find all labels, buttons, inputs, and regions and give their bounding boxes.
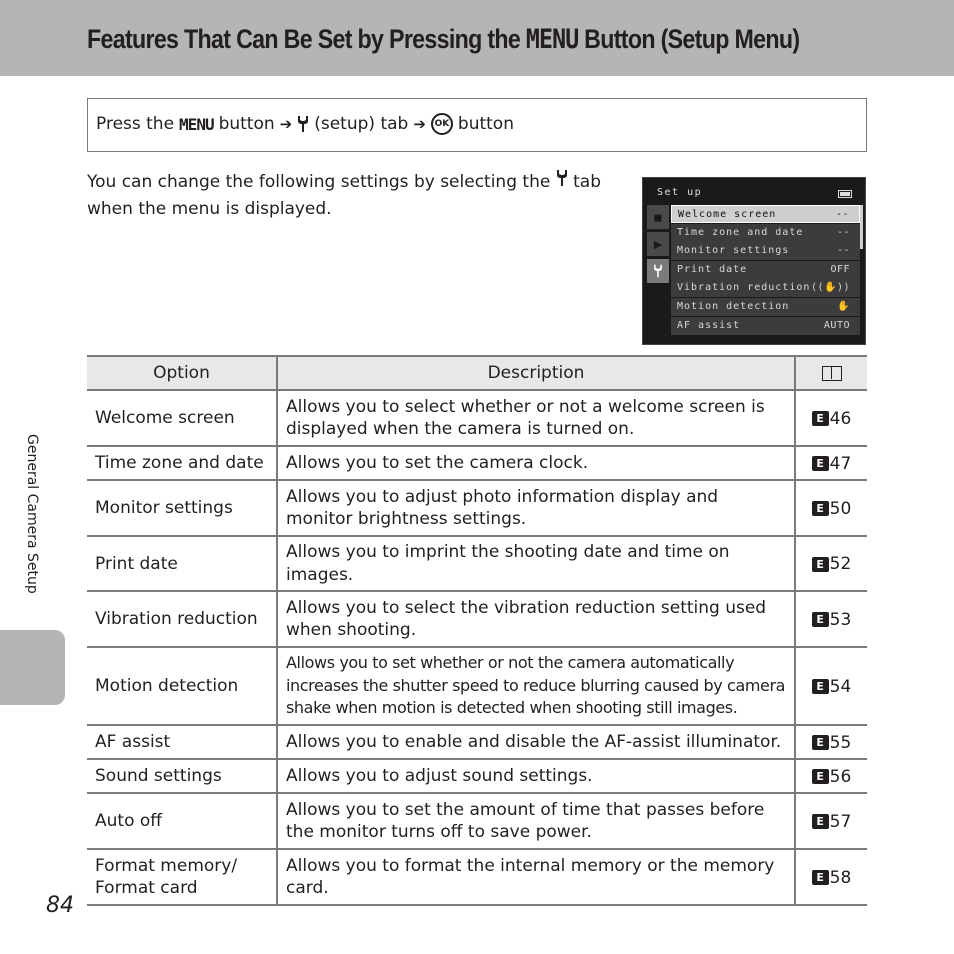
description-cell: Allows you to select whether or not a welcome screen is displayed when the camera is turned on. (277, 390, 795, 446)
instruction-button-word-2: button (457, 114, 514, 134)
table-header-row (87, 356, 867, 390)
camera-menu-item-value: ✋ (837, 300, 850, 312)
reference-page: 57 (829, 811, 852, 832)
reference-cell (795, 591, 867, 647)
e-reference-icon: E (812, 870, 829, 885)
camera-menu-item (671, 261, 860, 279)
table-row (87, 759, 867, 793)
option-cell: Print date (87, 536, 277, 591)
reference-page: 52 (829, 554, 852, 575)
option-cell: Format memory/ Format card (87, 849, 277, 905)
e-reference-icon: E (812, 679, 829, 694)
description-cell: Allows you to set the camera clock. (277, 446, 795, 480)
camera-menu-item-value: OFF (830, 263, 850, 275)
option-cell: Auto off (87, 793, 277, 849)
reference-cell (795, 446, 867, 480)
intro-text-end: tab when the menu is displayed. (87, 172, 601, 219)
option-cell: Sound settings (87, 759, 277, 793)
description-cell: Allows you to imprint the shooting date and time on images. (277, 536, 795, 591)
reference-page: 50 (829, 498, 852, 519)
table-row (87, 480, 867, 536)
header-option: Option (87, 356, 277, 390)
arrow-right-icon: ➔ (413, 115, 426, 133)
menu-button-icon: MENU (179, 114, 214, 134)
instruction-text (96, 113, 514, 135)
camera-menu-item-value: -- (836, 245, 850, 257)
intro-paragraph (87, 169, 612, 223)
table-row (87, 390, 867, 446)
wrench-icon (297, 115, 309, 133)
camera-menu-title: Set up (657, 187, 703, 198)
camera-menu-item (671, 279, 860, 297)
reference-cell (795, 390, 867, 446)
camera-menu-item-label: AF assist (677, 319, 741, 331)
e-reference-icon: E (812, 456, 829, 471)
reference-page: 53 (829, 609, 852, 630)
option-cell: Monitor settings (87, 480, 277, 536)
reference-cell (795, 849, 867, 905)
camera-menu-item-label: Vibration reduction (677, 282, 811, 294)
option-cell: Vibration reduction (87, 591, 277, 647)
intro-text-start: You can change the following settings by selecting the (87, 172, 551, 192)
table-row (87, 446, 867, 480)
description-cell: Allows you to adjust photo information display and monitor brightness settings. (277, 480, 795, 536)
wrench-icon (653, 264, 663, 278)
option-cell: Welcome screen (87, 390, 277, 446)
camera-menu-item-label: Motion detection (677, 300, 790, 312)
table-row (87, 849, 867, 905)
e-reference-icon: E (812, 769, 829, 784)
page-title (87, 24, 799, 55)
table-row (87, 725, 867, 759)
instruction-box (87, 98, 867, 152)
camera-menu-item-value: -- (835, 209, 849, 220)
reference-page: 56 (829, 766, 852, 787)
e-reference-icon: E (812, 735, 829, 750)
reference-page: 46 (829, 408, 852, 429)
page-number: 84 (46, 893, 74, 918)
e-reference-icon: E (812, 557, 829, 572)
description-cell: Allows you to select the vibration reduction setting used when shooting. (277, 591, 795, 647)
camera-menu-item-label: Time zone and date (677, 226, 804, 238)
camera-menu-item-value: -- (836, 226, 850, 238)
reference-page: 55 (829, 732, 852, 753)
camera-menu-item-label: Welcome screen (678, 209, 777, 220)
table-row (87, 591, 867, 647)
camera-menu-tabs (647, 205, 669, 287)
camera-menu-item-label: Print date (677, 263, 748, 275)
reference-cell (795, 536, 867, 591)
setup-options-table (87, 355, 867, 906)
reference-page: 47 (829, 453, 852, 474)
option-cell: AF assist (87, 725, 277, 759)
table-row (87, 536, 867, 591)
title-text-start: Features That Can Be Set by Pressing the (87, 24, 521, 54)
camera-menu-screenshot (642, 177, 866, 345)
camera-menu-item (671, 205, 860, 223)
table-row (87, 793, 867, 849)
book-icon (822, 366, 842, 381)
description-cell: Allows you to set whether or not the camera automatically increases the shutter speed to reduce blurring caused by camera shake when motion is detected when shooting still images. (277, 647, 795, 725)
description-cell: Allows you to enable and disable the AF-assist illuminator. (277, 725, 795, 759)
table-row (87, 647, 867, 725)
wrench-icon (556, 169, 568, 187)
reference-cell (795, 480, 867, 536)
e-reference-icon: E (812, 814, 829, 829)
camera-menu-item (671, 298, 860, 316)
camera-menu-item (671, 224, 860, 242)
header-description: Description (277, 356, 795, 390)
arrow-right-icon: ➔ (279, 115, 293, 133)
e-reference-icon: E (812, 612, 829, 627)
camera-menu-list (671, 205, 860, 335)
chapter-tab (0, 630, 65, 705)
description-cell: Allows you to set the amount of time that passes before the monitor turns off to save power. (277, 793, 795, 849)
description-cell: Allows you to adjust sound settings. (277, 759, 795, 793)
header-reference (795, 356, 867, 390)
instruction-press: Press the (96, 114, 175, 134)
option-cell: Time zone and date (87, 446, 277, 480)
e-reference-icon: E (812, 411, 829, 426)
instruction-button-word: button (218, 114, 275, 134)
menu-button-glyph: MENU (525, 24, 579, 55)
camera-menu-item-label: Monitor settings (677, 245, 790, 257)
reference-page: 58 (829, 867, 852, 888)
reference-cell (795, 793, 867, 849)
camera-menu-scrollbar (860, 205, 863, 249)
camera-menu-item (671, 317, 860, 335)
reference-cell (795, 759, 867, 793)
e-reference-icon: E (812, 501, 829, 516)
movie-tab-icon: ▶ (647, 232, 669, 256)
camera-tab-icon: ◼ (647, 205, 669, 229)
instruction-setup-tab: (setup) tab (314, 114, 409, 134)
reference-page: 54 (829, 676, 852, 697)
chapter-label: General Camera Setup (24, 434, 40, 594)
camera-menu-item (671, 242, 860, 260)
description-cell: Allows you to format the internal memory or the memory card. (277, 849, 795, 905)
ok-button-icon: OK (431, 113, 453, 135)
battery-icon (838, 190, 852, 198)
reference-cell (795, 647, 867, 725)
camera-menu-item-value: ((✋)) (810, 282, 850, 294)
reference-cell (795, 725, 867, 759)
option-cell: Motion detection (87, 647, 277, 725)
setup-tab-icon (647, 259, 669, 283)
camera-menu-item-value: AUTO (823, 319, 850, 331)
title-text-end: Button (Setup Menu) (584, 24, 800, 54)
